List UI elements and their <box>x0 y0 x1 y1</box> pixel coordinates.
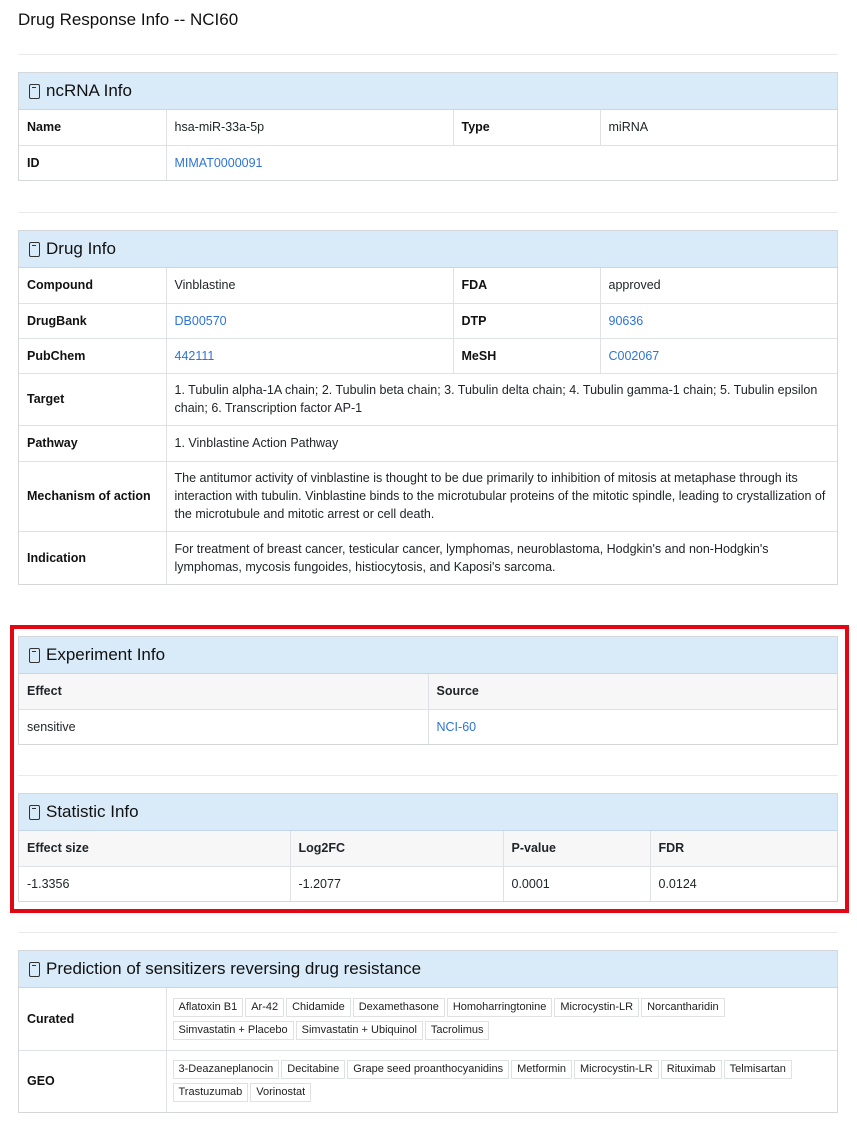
curated-tags <box>166 988 837 1050</box>
geo-tag[interactable]: Vorinostat <box>250 1083 311 1102</box>
geo-tag[interactable]: Decitabine <box>281 1060 345 1079</box>
prediction-panel <box>18 950 838 1113</box>
effect-size-header: Effect size <box>19 831 290 866</box>
experiment-info-title: Experiment Info <box>46 645 166 664</box>
experiment-info-header <box>19 637 837 674</box>
curated-tag[interactable]: Norcantharidin <box>641 998 725 1017</box>
mechanism-value: The antitumor activity of vinblastine is thought to be due primarily to inhibition of mitosis at metaphase through its interaction with tubulin. Vinblastine binds to the microtubular proteins of the mitotic spindle, leading to crystallization of the microtubule and mitotic arrest or cell death. <box>166 461 837 531</box>
drug-info-header <box>19 231 837 268</box>
curated-tag[interactable]: Homoharringtonine <box>447 998 553 1017</box>
source-link[interactable]: NCI-60 <box>436 719 477 734</box>
pvalue-value: 0.0001 <box>503 866 650 901</box>
curated-tag[interactable]: Tacrolimus <box>425 1021 490 1040</box>
prediction-table <box>19 988 837 1112</box>
pvalue-header: P-value <box>503 831 650 866</box>
source-header: Source <box>428 674 837 709</box>
divider <box>18 932 838 933</box>
type-value: miRNA <box>608 120 649 135</box>
mechanism-label: Mechanism of action <box>19 461 166 531</box>
page-title: Drug Response Info -- NCI60 <box>18 10 239 29</box>
curated-label: Curated <box>19 988 166 1050</box>
pathway-value: 1. Vinblastine Action Pathway <box>166 425 837 461</box>
fdr-header: FDR <box>650 831 837 866</box>
ncrna-info-panel <box>18 72 838 181</box>
document-icon <box>29 962 40 977</box>
name-value: hsa-miR-33a-5p <box>166 110 453 145</box>
drugbank-link[interactable]: DB00570 <box>174 313 227 328</box>
curated-tag[interactable]: Chidamide <box>286 998 351 1017</box>
curated-tag[interactable]: Microcystin-LR <box>554 998 639 1017</box>
divider <box>18 54 838 55</box>
drug-info-panel <box>18 230 838 585</box>
ncrna-info-header <box>19 73 837 110</box>
document-icon <box>29 84 40 99</box>
mesh-label: MeSH <box>453 338 600 373</box>
statistic-info-panel <box>18 793 838 902</box>
drug-info-table <box>19 268 837 584</box>
curated-tag[interactable]: Dexamethasone <box>353 998 445 1017</box>
geo-tag[interactable]: 3-Deazaneplanocin <box>173 1060 280 1079</box>
id-label: ID <box>19 145 166 180</box>
drug-info-title: Drug Info <box>46 239 116 258</box>
divider <box>18 212 838 213</box>
geo-tag[interactable]: Microcystin-LR <box>574 1060 659 1079</box>
prediction-title: Prediction of sensitizers reversing drug resistance <box>46 959 422 978</box>
pubchem-link[interactable]: 442111 <box>174 348 215 363</box>
mirbase-id-link[interactable]: MIMAT0000091 <box>174 155 263 170</box>
document-icon <box>29 805 40 820</box>
pubchem-label: PubChem <box>19 338 166 373</box>
geo-tags <box>166 1050 837 1112</box>
divider <box>18 775 838 776</box>
effect-header: Effect <box>19 674 428 709</box>
prediction-header <box>19 951 837 988</box>
statistic-info-table <box>19 831 837 901</box>
compound-value: Vinblastine <box>166 268 453 303</box>
geo-tag[interactable]: Metformin <box>511 1060 572 1079</box>
ncrna-info-table <box>19 110 837 180</box>
curated-tag[interactable]: Aflatoxin B1 <box>173 998 244 1017</box>
document-icon <box>29 242 40 257</box>
curated-tag[interactable]: Ar-42 <box>245 998 284 1017</box>
curated-tag[interactable]: Simvastatin + Placebo <box>173 1021 294 1040</box>
pathway-label: Pathway <box>19 425 166 461</box>
statistic-info-title: Statistic Info <box>46 802 139 821</box>
statistic-info-header <box>19 794 837 831</box>
mesh-link[interactable]: C002067 <box>608 348 660 363</box>
document-icon <box>29 648 40 663</box>
compound-label: Compound <box>19 268 166 303</box>
geo-tag[interactable]: Grape seed proanthocyanidins <box>347 1060 509 1079</box>
drugbank-label: DrugBank <box>19 303 166 338</box>
fda-label: FDA <box>453 268 600 303</box>
dtp-label: DTP <box>453 303 600 338</box>
experiment-info-panel <box>18 636 838 745</box>
name-label: Name <box>19 110 166 145</box>
target-label: Target <box>19 373 166 425</box>
target-value: 1. Tubulin alpha-1A chain; 2. Tubulin beta chain; 3. Tubulin delta chain; 4. Tubulin gamma-1 chain; 5. Tubulin epsilon chain; 6. Transcription factor AP-1 <box>166 373 837 425</box>
type-label: Type <box>453 110 600 145</box>
log2fc-value: -1.2077 <box>290 866 503 901</box>
ncrna-info-title: ncRNA Info <box>46 81 132 100</box>
effect-value: sensitive <box>19 709 428 744</box>
geo-tag[interactable]: Telmisartan <box>724 1060 792 1079</box>
geo-label: GEO <box>19 1050 166 1112</box>
effect-size-value: -1.3356 <box>19 866 290 901</box>
fdr-value: 0.0124 <box>650 866 837 901</box>
curated-tag[interactable]: Simvastatin + Ubiquinol <box>296 1021 423 1040</box>
geo-tag[interactable]: Trastuzumab <box>173 1083 249 1102</box>
fda-value: approved <box>608 278 661 293</box>
indication-value: For treatment of breast cancer, testicular cancer, lymphomas, neuroblastoma, Hodgkin's and non-Hodgkin's lymphomas, mycosis fungoides, histiocytosis, and Kaposi's sarcoma. <box>166 531 837 584</box>
geo-tag[interactable]: Rituximab <box>661 1060 722 1079</box>
dtp-link[interactable]: 90636 <box>608 313 644 328</box>
experiment-info-table <box>19 674 837 744</box>
indication-label: Indication <box>19 531 166 584</box>
log2fc-header: Log2FC <box>290 831 503 866</box>
